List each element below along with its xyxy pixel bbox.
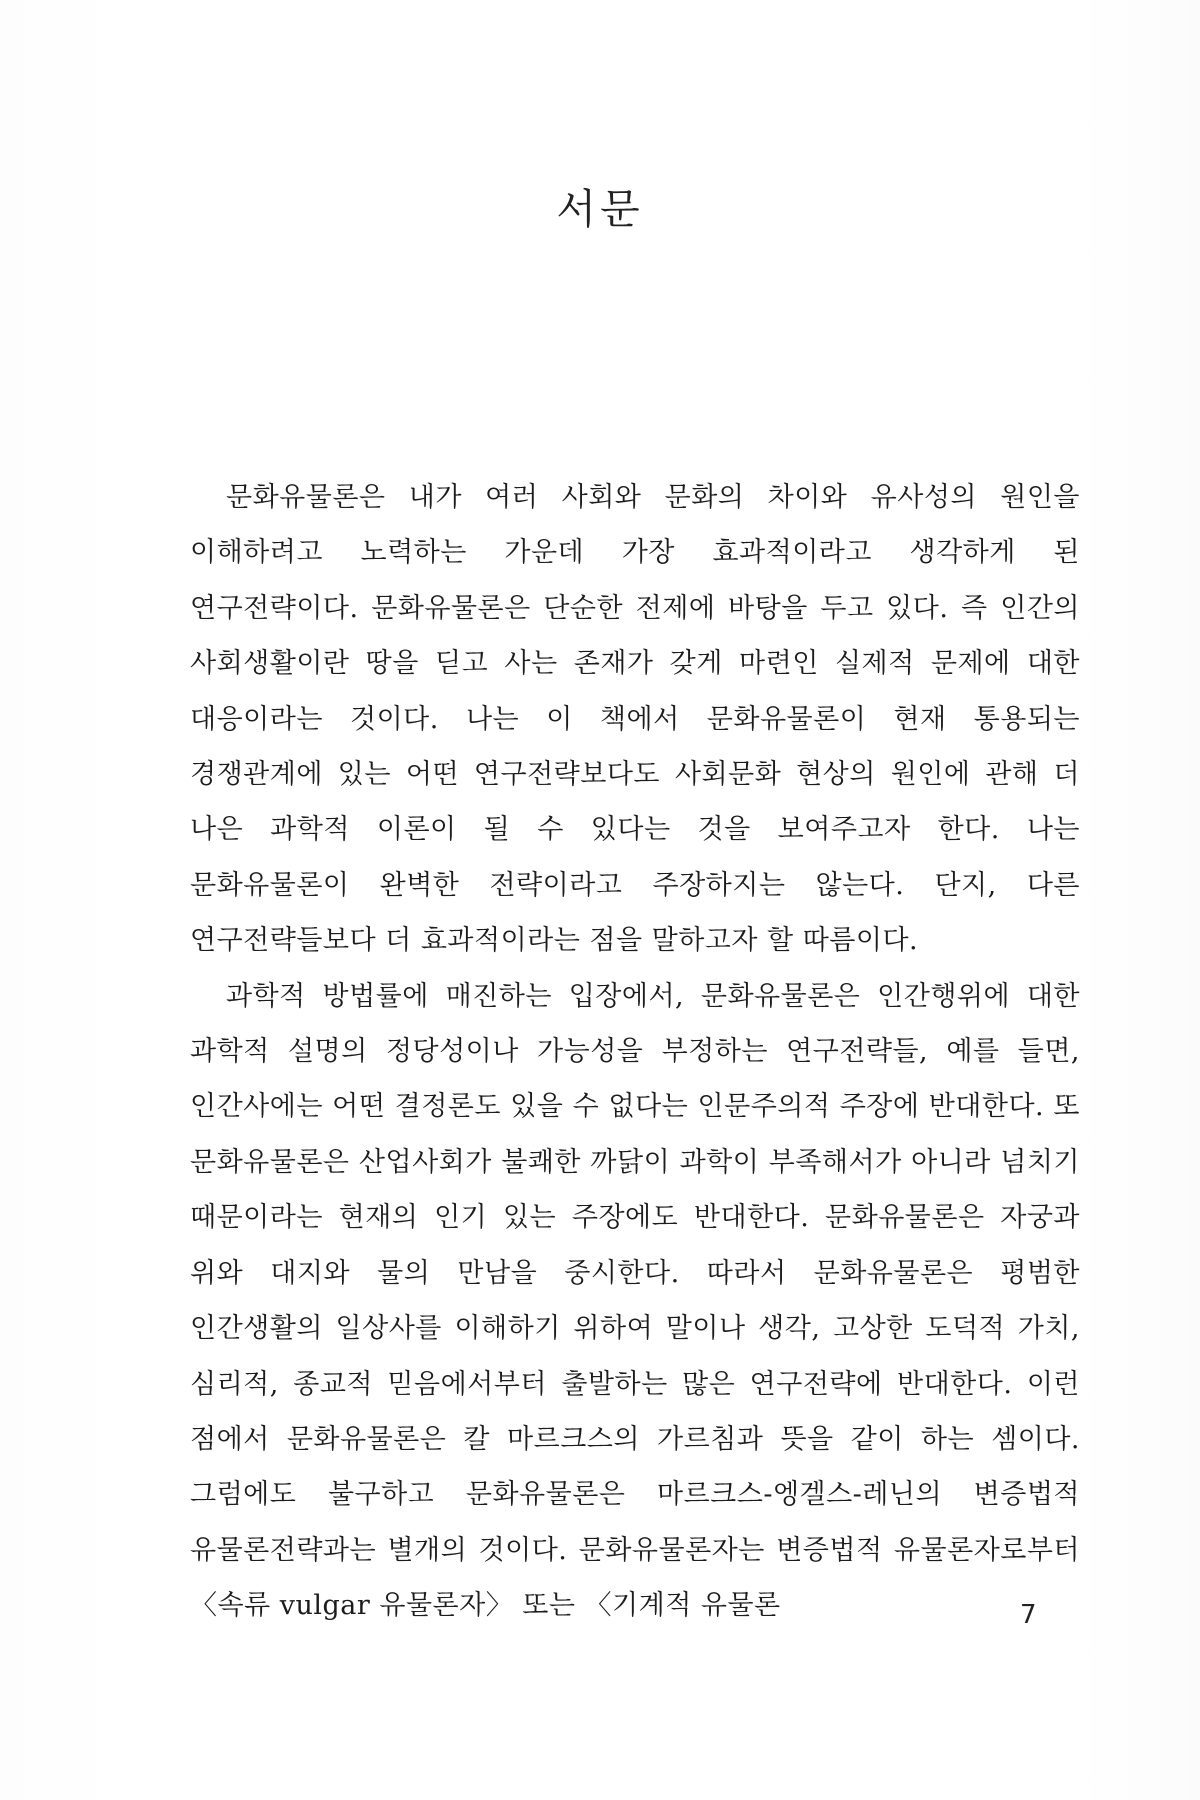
page-title: 서문 xyxy=(556,185,644,233)
paragraph-1: 문화유물론은 내가 여러 사회와 문화의 차이와 유사성의 원인을 이해하려고 노력하는 가운데 가장 효과적이라고 생각하게 된 연구전략이다. 문화유물론은 단순한 전제에 바탕을 두고 있다. 즉 인간의 사회생활이란 땅을 딛고 사는 존재가 갖게 마련인 실제적 문제에 대한 대응이라는 것이다. 나는 이 책에서 문화유물론이 현재 통용되는 경쟁관계에 있는 어떤 연구전략보다도 사회문화 현상의 원인에 관해 더 나은 과학적 이론이 될 수 있다는 것을 보여주고자 한다. 나는 문화유물론이 완벽한 전략이라고 주장하지는 않는다. 단지, 다른 연구전략들보다 더 효과적이라는 점을 말하고자 할 따름이다. xyxy=(190,482,1080,957)
body-text xyxy=(190,470,1080,1634)
paragraph-2: 과학적 방법률에 매진하는 입장에서, 문화유물론은 인간행위에 대한 과학적 설명의 정당성이나 가능성을 부정하는 연구전략들, 예를 들면, 인간사에는 어떤 결정론도 있을 수 없다는 인문주의적 주장에 반대한다. 또 문화유물론은 산업사회가 불쾌한 까닭이 과학이 부족해서가 아니라 넘치기 때문이라는 현재의 인기 있는 주장에도 반대한다. 문화유물론은 자궁과 위와 대지와 물의 만남을 중시한다. 따라서 문화유물론은 평범한 인간생활의 일상사를 이해하기 위하여 말이나 생각, 고상한 도덕적 가치, 심리적, 종교적 믿음에서부터 출발하는 많은 연구전략에 반대한다. 이런 점에서 문화유물론은 칼 마르크스의 가르침과 뜻을 같이 하는 셈이다. 그럼에도 불구하고 문화유물론은 마르크스-엥겔스-레닌의 변증법적 유물론전략과는 별개의 것이다. 문화유물론자는 변증법적 유물론자로부터 〈속류 vulgar 유물론자〉 또는 〈기계적 유물론 xyxy=(190,980,1080,1622)
page-number: 7 xyxy=(1020,1600,1037,1630)
